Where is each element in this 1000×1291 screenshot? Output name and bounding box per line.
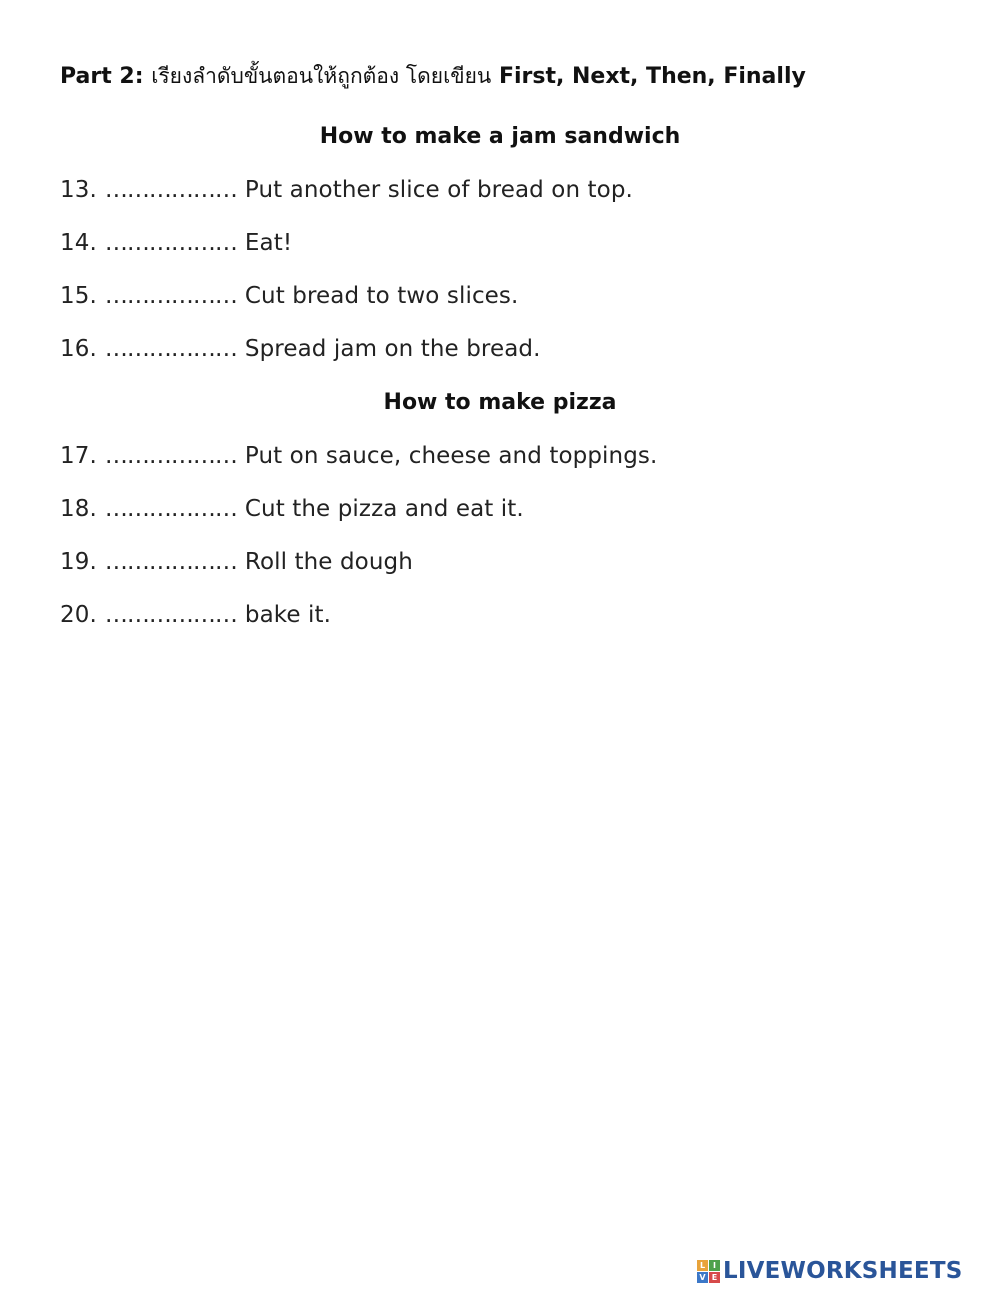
question-text: Roll the dough (244, 549, 413, 575)
question-17 (60, 443, 657, 469)
question-number: 20. (60, 602, 97, 628)
question-text: Put another slice of bread on top. (244, 177, 633, 203)
answer-blank[interactable]: ……………… (104, 496, 237, 522)
question-text: Eat! (244, 230, 293, 256)
part-heading (60, 60, 806, 93)
question-19 (60, 549, 413, 575)
answer-blank[interactable]: ……………… (104, 549, 237, 575)
liveworksheets-logo[interactable] (697, 1257, 962, 1285)
answer-blank[interactable]: ……………… (104, 177, 237, 203)
answer-blank[interactable]: ……………… (104, 336, 237, 362)
question-20 (60, 602, 331, 628)
question-number: 13. (60, 177, 97, 203)
question-14 (60, 230, 292, 256)
question-number: 14. (60, 230, 97, 256)
question-text: Cut the pizza and eat it. (244, 496, 524, 522)
question-13 (60, 177, 633, 203)
section-title-jam-sandwich: How to make a jam sandwich (319, 124, 681, 149)
answer-blank[interactable]: ……………… (104, 283, 237, 309)
question-number: 19. (60, 549, 97, 575)
question-text: Put on sauce, cheese and toppings. (244, 443, 658, 469)
question-number: 18. (60, 496, 97, 522)
question-number: 17. (60, 443, 97, 469)
question-number: 15. (60, 283, 97, 309)
question-number: 16. (60, 336, 97, 362)
sequence-keywords: First, Next, Then, Finally (498, 64, 806, 89)
logo-mark-cell: L (697, 1260, 708, 1271)
question-text: bake it. (244, 602, 332, 628)
question-16 (60, 336, 541, 362)
logo-mark-cell: E (709, 1272, 720, 1283)
question-18 (60, 496, 524, 522)
instruction-thai: เรียงลำดับขั้นตอนให้ถูกต้อง โดยเขียน (151, 64, 492, 88)
question-text: Spread jam on the bread. (244, 336, 541, 362)
question-text: Cut bread to two slices. (244, 283, 519, 309)
logo-mark-icon (697, 1260, 720, 1283)
part-label: Part 2: (60, 64, 144, 89)
logo-text: LIVEWORKSHEETS (723, 1258, 963, 1284)
answer-blank[interactable]: ……………… (104, 443, 237, 469)
section-title-pizza: How to make pizza (383, 390, 617, 415)
question-15 (60, 283, 518, 309)
answer-blank[interactable]: ……………… (104, 230, 237, 256)
answer-blank[interactable]: ……………… (104, 602, 237, 628)
logo-mark-cell: I (709, 1260, 720, 1271)
logo-mark-cell: V (697, 1272, 708, 1283)
